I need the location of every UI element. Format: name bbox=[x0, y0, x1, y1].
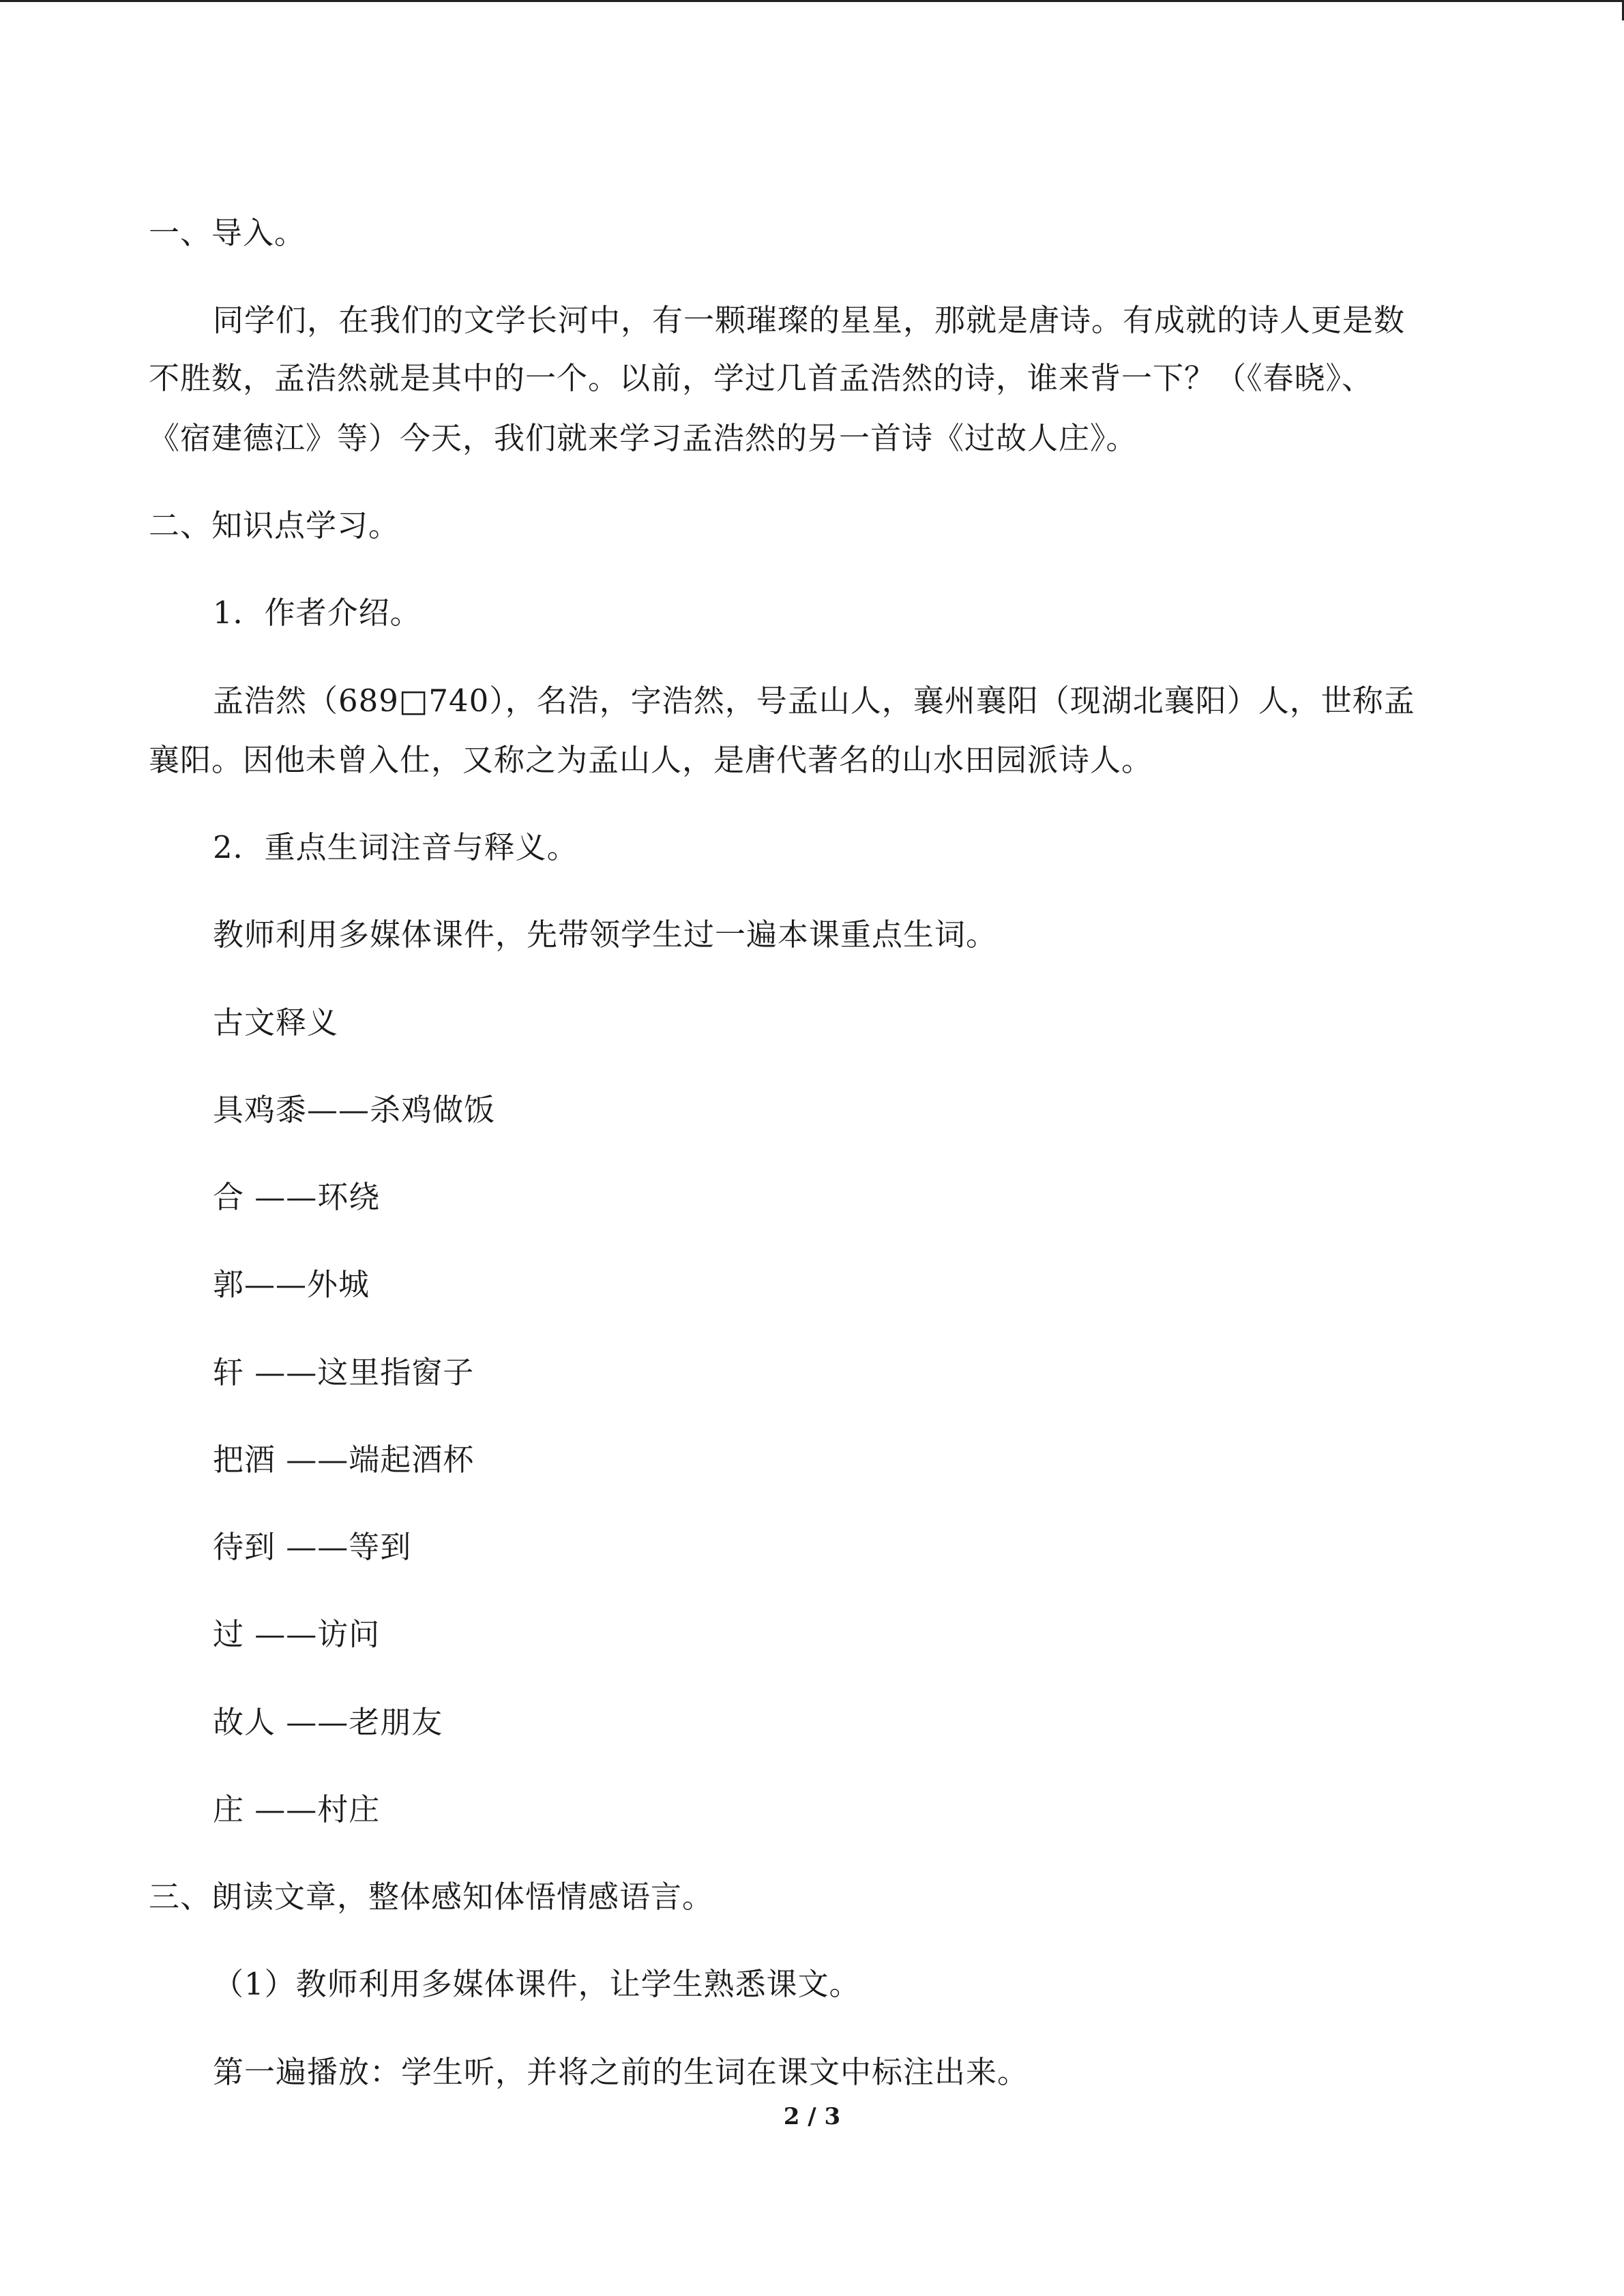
vocab-heading: 古文释义 bbox=[213, 1004, 339, 1041]
vocab-item: 庄 ——村庄 bbox=[213, 1791, 381, 1828]
subheading-author: 1．作者介绍。 bbox=[213, 595, 422, 631]
paragraph-line: 不胜数，孟浩然就是其中的一个。以前，学过几首孟浩然的诗，谁来背一下？（《春晓》、 bbox=[149, 360, 1374, 396]
vocab-item: 轩 ——这里指窗子 bbox=[213, 1354, 475, 1390]
section-heading-knowledge: 二、知识点学习。 bbox=[149, 507, 400, 543]
paragraph-line: 《宿建德江》等）今天，我们就来学习孟浩然的另一首诗《过故人庄》。 bbox=[149, 420, 1138, 456]
vocab-item: 具鸡黍——杀鸡做饭 bbox=[213, 1092, 496, 1128]
vocab-item: 合 ——环绕 bbox=[213, 1179, 381, 1215]
vocab-item: 郭——外城 bbox=[213, 1266, 370, 1302]
page-top-border bbox=[0, 0, 1624, 2]
paragraph-line: （1）教师利用多媒体课件，让学生熟悉课文。 bbox=[213, 1966, 861, 2002]
paragraph-line: 孟浩然（689□740），名浩，字浩然，号孟山人，襄州襄阳（现湖北襄阳）人，世称孟 bbox=[213, 683, 1415, 719]
page-number: 2 / 3 bbox=[783, 2103, 841, 2130]
vocab-item: 过 ——访问 bbox=[213, 1616, 381, 1652]
vocab-item: 故人 ——老朋友 bbox=[213, 1704, 443, 1740]
subheading-vocabulary: 2．重点生词注音与释义。 bbox=[213, 829, 578, 865]
vocab-item: 待到 ——等到 bbox=[213, 1529, 412, 1565]
section-heading-intro: 一、导入。 bbox=[149, 215, 306, 251]
paragraph-line: 教师利用多媒体课件，先带领学生过一遍本课重点生词。 bbox=[213, 916, 998, 953]
vocab-item: 把酒 ——端起酒杯 bbox=[213, 1442, 475, 1478]
section-heading-reading: 三、朗读文章，整体感知体悟情感语言。 bbox=[149, 1879, 714, 1915]
paragraph-line: 同学们，在我们的文学长河中，有一颗璀璨的星星，那就是唐诗。有成就的诗人更是数 bbox=[213, 302, 1406, 338]
paragraph-line: 第一遍播放：学生听，并将之前的生词在课文中标注出来。 bbox=[213, 2054, 1029, 2090]
paragraph-line: 襄阳。因他未曾入仕，又称之为孟山人，是唐代著名的山水田园派诗人。 bbox=[149, 742, 1153, 778]
